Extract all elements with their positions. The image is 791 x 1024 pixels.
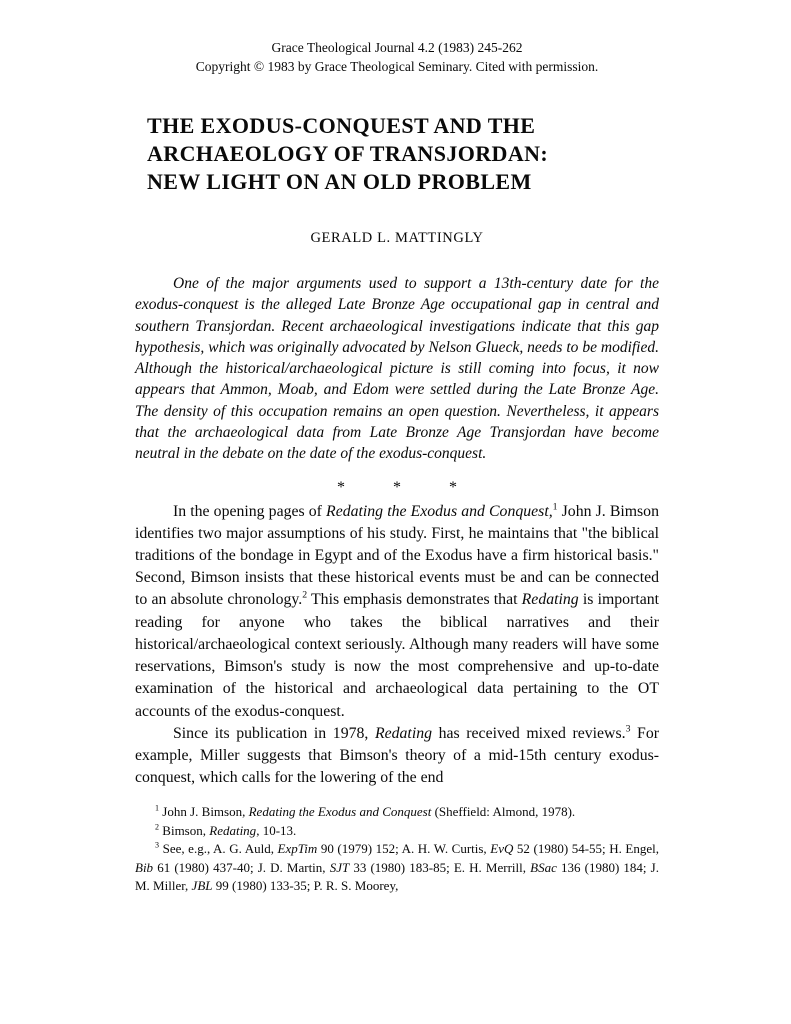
- article-title-line-2: ARCHAEOLOGY OF TRANSJORDAN:: [147, 141, 549, 166]
- footnote-2: $^2$ Bimson, Redating, 10-13.: [155, 822, 297, 838]
- copyright-notice: Copyright © 1983 by Grace Theological Seminary. Cited with permission.: [195, 59, 599, 74]
- article-title-line-3: NEW LIGHT ON AN OLD PROBLEM: [147, 169, 532, 194]
- author-name: GERALD L. MATTINGLY: [310, 230, 484, 246]
- journal-citation: Grace Theological Journal 4.2 (1983) 245-262: [271, 40, 523, 55]
- journal-header: [135, 38, 659, 76]
- body-paragraph-2: Since its publication in 1978, Redating has received mixed reviews.$^3$ For example, Miller suggests that Bimson's theory of a mid-15th century exodus-conquest, which calls for the lowering of the end: [135, 723, 660, 787]
- article-title: [135, 112, 659, 196]
- asterisk-separator: * * *: [337, 478, 457, 496]
- abstract-paragraph: One of the major arguments used to support a 13th-century date for the exodus-conquest is the alleged Late Bronze Age occupational gap in central and southern Transjordan. Recent archaeological investigations indicate that this gap hypothesis, which was originally advocated by Nelson Glueck, needs to be modified. Although the historical/archaeological picture is still coming into focus, it now appears that Ammon, Moab, and Edom were settled during the Late Bronze Age. The density of this occupation remains an open question. Nevertheless, it appears that the archaeological data from Late Bronze Age Transjordan have become neutral in the debate on the date of the exodus-conquest.: [135, 275, 659, 463]
- article-title-line-1: THE EXODUS-CONQUEST AND THE: [147, 113, 536, 138]
- footnote-3: $^3$ See, e.g., A. G. Auld, ExpTim 90 (1979) 152; A. H. W. Curtis, EvQ 52 (1980) 54-55; H. Engel, Bib 61 (1980) 437-40; J. D. Martin, SJT 33 (1980) 183-85; E. H. Merrill, BSac 136 (1980) 184; J. M. Miller, JBL 99 (1980) 133-35; P. R. S. Moorey,: [135, 840, 659, 893]
- body-paragraph-1: In the opening pages of Redating the Exodus and Conquest,$^1$ John J. Bimson identifies two major assumptions of his study. First, he maintains that "the biblical traditions of the bondage in Egypt and of the Exodus have a firm historical basis." Second, Bimson insists that these historical events must be and can be connected to an absolute chronology.$^2$ This emphasis demonstrates that Redating is important reading for anyone who takes the biblical narratives and their historical/archaeological context seriously. Although many readers will have some reservations, Bimson's study is now the most comprehensive and up-to-date examination of the historical and archaeological data pertaining to the OT accounts of the exodus-conquest.: [135, 501, 660, 720]
- page-content-column: [135, 38, 659, 895]
- footnote-1: $^1$ John J. Bimson, Redating the Exodus and Conquest (Sheffield: Almond, 1978).: [155, 803, 576, 820]
- footnotes-section: [135, 803, 659, 895]
